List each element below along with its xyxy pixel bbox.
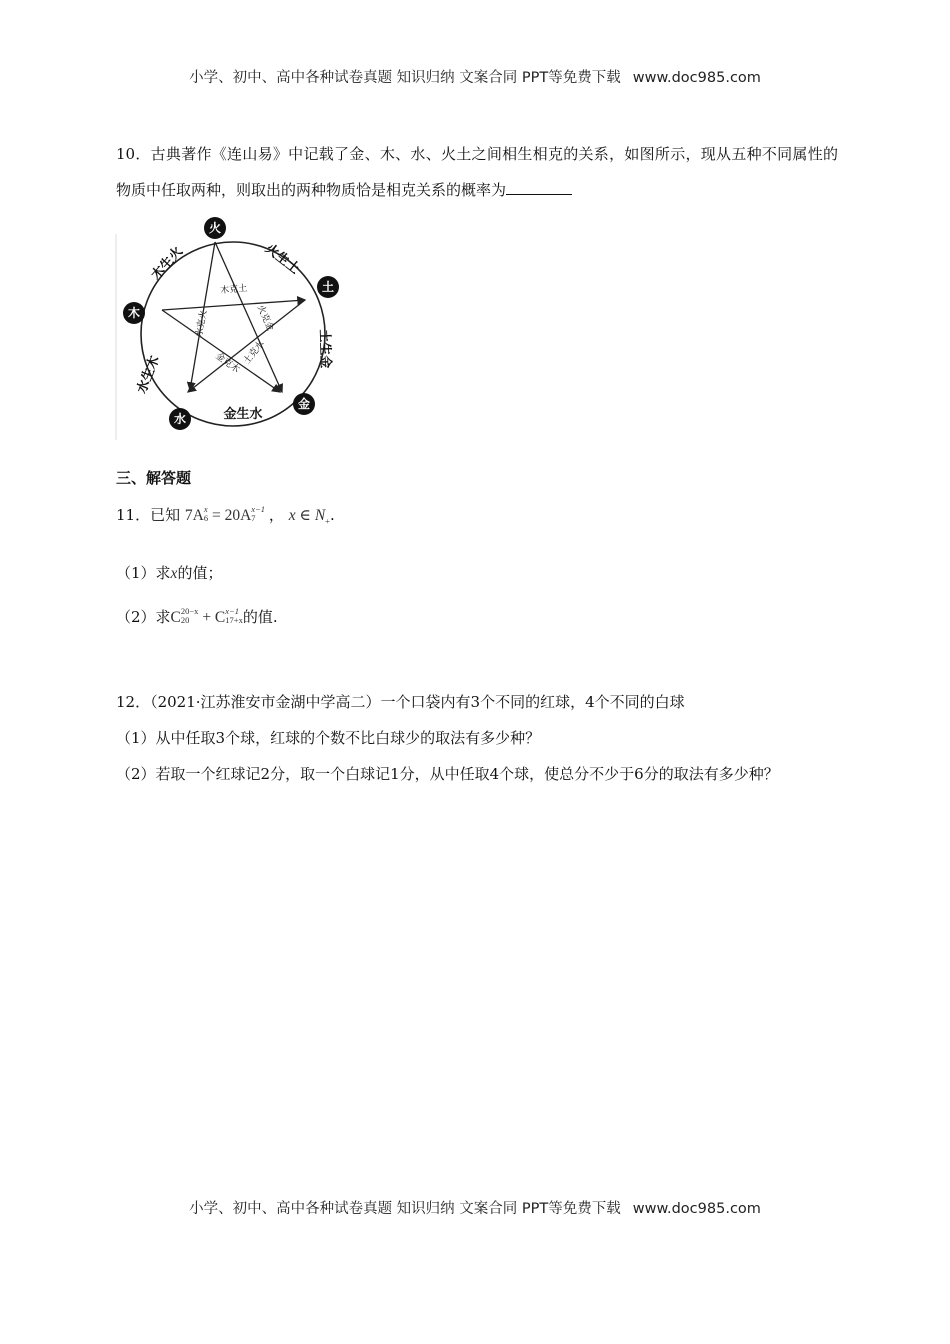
label-fire-metal: 火克金	[254, 303, 275, 333]
eq-lhs: 7A	[184, 507, 204, 524]
cond-set: N	[314, 507, 326, 524]
c2-sub: 17+x	[225, 615, 243, 626]
q11-end: .	[329, 506, 335, 524]
q11-p2-suffix: 的值.	[242, 608, 278, 626]
c1-indices	[181, 607, 199, 625]
q12-part-1: （1）从中任取3个球，红球的个数不比白球少的取法有多少种？	[116, 729, 541, 747]
label-metal-wood: 金克木	[213, 351, 242, 376]
rhs-sup: x−1	[251, 504, 266, 515]
rhs-indices	[251, 505, 265, 523]
q12-intro: 12．（2021·江苏淮安市金湖中学高二）一个口袋内有3个不同的红球，4个不同的白球	[116, 693, 685, 711]
q11-p1-var: x	[170, 565, 178, 582]
lhs-sub: 6	[203, 513, 209, 524]
cond-in: ∈	[295, 507, 315, 524]
section-title: 三、解答题	[116, 469, 192, 487]
label-fire-earth: 火生土	[262, 241, 303, 278]
c2-indices	[225, 607, 243, 625]
q11-part-2	[116, 606, 278, 627]
c2-sup: x−1	[225, 606, 240, 617]
label-earth-metal: 土生金	[316, 329, 333, 369]
question-10-text: 10．古典著作《连山易》中记载了金、木、水、火土之间相生相克的关系，如图所示，现从五种不同属性的物质中任取两种，则取出的两种物质恰是相克关系的概率为	[116, 145, 838, 199]
lhs-sup: x	[203, 504, 208, 515]
label-metal-water: 金生水	[223, 407, 263, 422]
c1-sub: 20	[180, 615, 190, 626]
question-11	[116, 504, 335, 526]
label-earth-water: 土克水	[242, 339, 267, 367]
q11-equation	[184, 504, 269, 524]
label-wood-earth: 木克土	[219, 283, 248, 297]
eq-mid: = 20A	[208, 507, 252, 524]
page-footer	[0, 1197, 950, 1218]
question-10	[116, 136, 838, 208]
q11-p2-prefix: （2）求	[116, 608, 171, 626]
cond-var: x	[288, 507, 296, 524]
q11-comma: ，	[268, 506, 284, 524]
label-wood-fire: 木生火	[148, 244, 187, 284]
q11-p1-prefix: （1）求	[116, 564, 171, 582]
c1-sup: 20−x	[180, 606, 199, 617]
label-water-wood: 水生木	[134, 353, 164, 396]
five-elements-diagram	[112, 214, 352, 442]
label-water-fire: 水克火	[194, 309, 210, 338]
q11-prefix: 11．已知	[116, 506, 181, 524]
lhs-indices	[204, 505, 208, 523]
header-text: 小学、初中、高中各种试卷真题 知识归纳 文案合同 PPT等免费下载	[189, 70, 621, 86]
question-12	[116, 684, 838, 792]
plus-c: + C	[198, 609, 226, 626]
q11-condition	[288, 507, 330, 527]
node-earth: 土	[321, 280, 335, 294]
node-fire: 火	[208, 221, 222, 235]
q11-part-1	[116, 562, 222, 583]
header-site-link[interactable]: www.doc985.com	[632, 70, 761, 86]
q11-p1-suffix: 的值；	[177, 564, 223, 582]
node-water: 水	[173, 412, 187, 426]
node-metal: 金	[297, 397, 311, 411]
q11-p2-expression: C20−x 20 + Cx−1 17+x	[170, 606, 243, 626]
footer-text: 小学、初中、高中各种试卷真题 知识归纳 文案合同 PPT等免费下载	[189, 1201, 621, 1217]
footer-site-link[interactable]: www.doc985.com	[632, 1201, 761, 1217]
page-header	[0, 66, 950, 87]
cond-sub: +	[325, 516, 330, 527]
q12-part-2: （2）若取一个红球记2分，取一个白球记1分，从中任取4个球，使总分不少于6分的取法有多少种？	[116, 765, 779, 783]
answer-blank	[506, 178, 572, 195]
rhs-sub: 7	[251, 513, 256, 524]
node-wood: 木	[127, 306, 141, 320]
ke-arrow-3	[162, 300, 305, 310]
